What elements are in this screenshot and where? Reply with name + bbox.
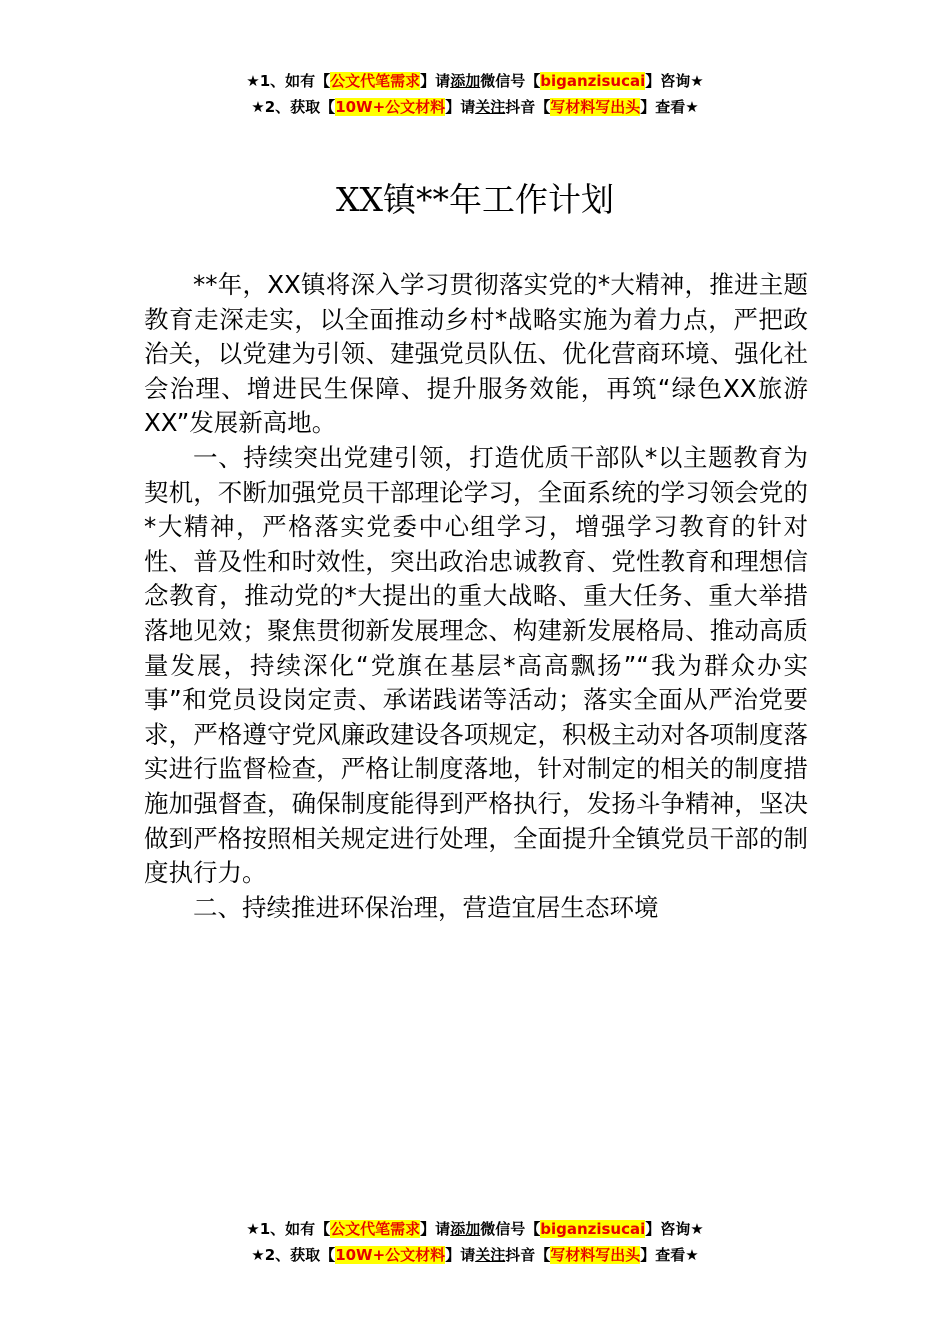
promo-underlined: 关注 xyxy=(475,98,506,116)
promo-text: ★1、如有【 xyxy=(246,1220,331,1238)
promo-text: 】咨询★ xyxy=(645,1220,704,1238)
promo-line-1 xyxy=(0,68,950,94)
promo-text: ★1、如有【 xyxy=(246,72,331,90)
promo-highlight: 公文代笔需求 xyxy=(330,1220,421,1238)
paragraph-section-2-heading: 二、持续推进环保治理，营造宜居生态环境 xyxy=(193,892,659,922)
promo-wechat-id: biganzisucai xyxy=(540,1220,646,1238)
promo-underlined: 添加 xyxy=(450,72,481,90)
promo-douyin-id: 写材料写出头 xyxy=(550,1246,641,1264)
promo-highlight: 公文代笔需求 xyxy=(330,72,421,90)
promo-text: 】查看★ xyxy=(640,1246,699,1264)
promo-underlined: 添加 xyxy=(450,1220,481,1238)
promo-line-2 xyxy=(0,94,950,120)
promo-douyin-id: 写材料写出头 xyxy=(550,98,641,116)
promo-line-1 xyxy=(0,1216,950,1242)
promo-highlight: 10W+公文材料 xyxy=(335,1246,446,1264)
promo-wechat-id: biganzisucai xyxy=(540,72,646,90)
promo-text: ★2、获取【 xyxy=(251,98,336,116)
promo-text: 抖音【 xyxy=(505,1246,551,1264)
paragraph-intro: **年，XX镇将深入学习贯彻落实党的*大精神，推进主题教育走深走实，以全面推动乡村*战略实施为着力点，严把政治关，以党建为引领、建强党员队伍、优化营商环境、强化社会治理、增进民生保障、提升服务效能，再筑“绿色XX旅游XX”发展新高地。 xyxy=(144,270,808,438)
promo-text: 抖音【 xyxy=(505,98,551,116)
promo-underlined: 关注 xyxy=(475,1246,506,1264)
promo-text: 】请 xyxy=(420,1220,451,1238)
document-body xyxy=(144,268,808,925)
promo-line-2 xyxy=(0,1242,950,1268)
promo-text: 】查看★ xyxy=(640,98,699,116)
promo-highlight: 10W+公文材料 xyxy=(335,98,446,116)
promo-text: 微信号【 xyxy=(480,72,541,90)
promo-text: 】请 xyxy=(445,1246,476,1264)
paragraph-section-1: 一、持续突出党建引领，打造优质干部队*以主题教育为契机，不断加强党员干部理论学习，全面系统的学习领会党的*大精神，严格落实党委中心组学习，增强学习教育的针对性、普及性和时效性，突出政治忠诚教育、党性教育和理想信念教育，推动党的*大提出的重大战略、重大任务、重大举措落地见效；聚焦贯彻新发展理念、构建新发展格局、推动高质量发展，持续深化“党旗在基层*高高飘扬”“我为群众办实事”和党员设岗定责、承诺践诺等活动；落实全面从严治党要求，严格遵守党风廉政建设各项规定，积极主动对各项制度落实进行监督检查，严格让制度落地，针对制定的相关的制度措施加强督查，确保制度能得到严格执行，发扬斗争精神，坚决做到严格按照相关规定进行处理，全面提升全镇党员干部的制度执行力。 xyxy=(144,442,808,888)
promo-banner-bottom xyxy=(0,1216,950,1268)
promo-text: 】请 xyxy=(445,98,476,116)
promo-text: 】请 xyxy=(420,72,451,90)
promo-text: 】咨询★ xyxy=(645,72,704,90)
promo-text: 微信号【 xyxy=(480,1220,541,1238)
document-title: XX镇**年工作计划 xyxy=(336,180,614,219)
promo-banner-top xyxy=(0,68,950,120)
promo-text: ★2、获取【 xyxy=(251,1246,336,1264)
